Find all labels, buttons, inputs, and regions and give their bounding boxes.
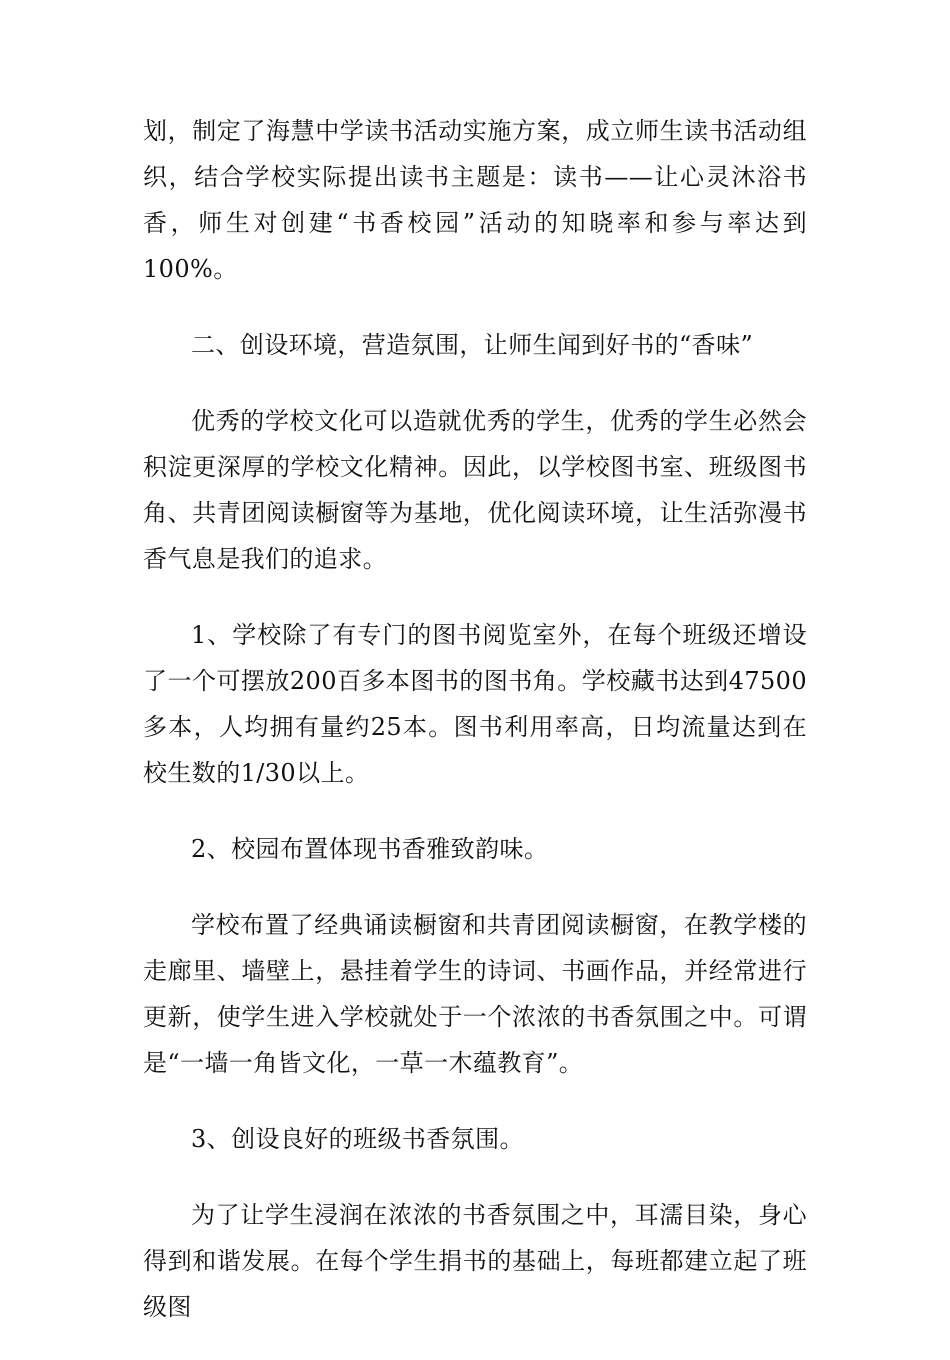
section-heading-environment: 二、创设环境，营造氛围，让师生闻到好书的“香味” bbox=[191, 331, 754, 359]
paragraph-item-3-heading: 3、创设良好的班级书香氛围。 bbox=[191, 1125, 524, 1153]
paragraph-class-atmosphere: 为了让学生浸润在浓浓的书香氛围之中，耳濡目染，身心得到和谐发展。在每个学生捐书的基础上，每班都建立起了班级图 bbox=[143, 1201, 807, 1321]
paragraph-campus-layout: 学校布置了经典诵读橱窗和共青团阅读橱窗，在教学楼的走廊里、墙壁上，悬挂着学生的诗词、书画作品，并经常进行更新，使学生进入学校就处于一个浓浓的书香氛围之中。可谓是“一墙一角皆文化，一草一木蕴教育”。 bbox=[143, 911, 807, 1077]
paragraph-item-1-library: 1、学校除了有专门的图书阅览室外，在每个班级还增设了一个可摆放200百多本图书的图书角。学校藏书达到47500多本，人均拥有量约25本。图书利用率高，日均流量达到在校生数的1/30以上。 bbox=[143, 621, 807, 787]
paragraph-item-2-heading: 2、校园布置体现书香雅致韵味。 bbox=[191, 835, 549, 863]
paragraph-school-culture: 优秀的学校文化可以造就优秀的学生，优秀的学生必然会积淀更深厚的学校文化精神。因此，以学校图书室、班级图书角、共青团阅读橱窗等为基地，优化阅读环境，让生活弥漫书香气息是我们的追求。 bbox=[143, 407, 807, 573]
document-body bbox=[143, 108, 807, 1360]
paragraph-continuation: 划，制定了海慧中学读书活动实施方案，成立师生读书活动组织，结合学校实际提出读书主题是：读书——让心灵沐浴书香，师生对创建“书香校园”活动的知晓率和参与率达到100%。 bbox=[143, 117, 807, 283]
